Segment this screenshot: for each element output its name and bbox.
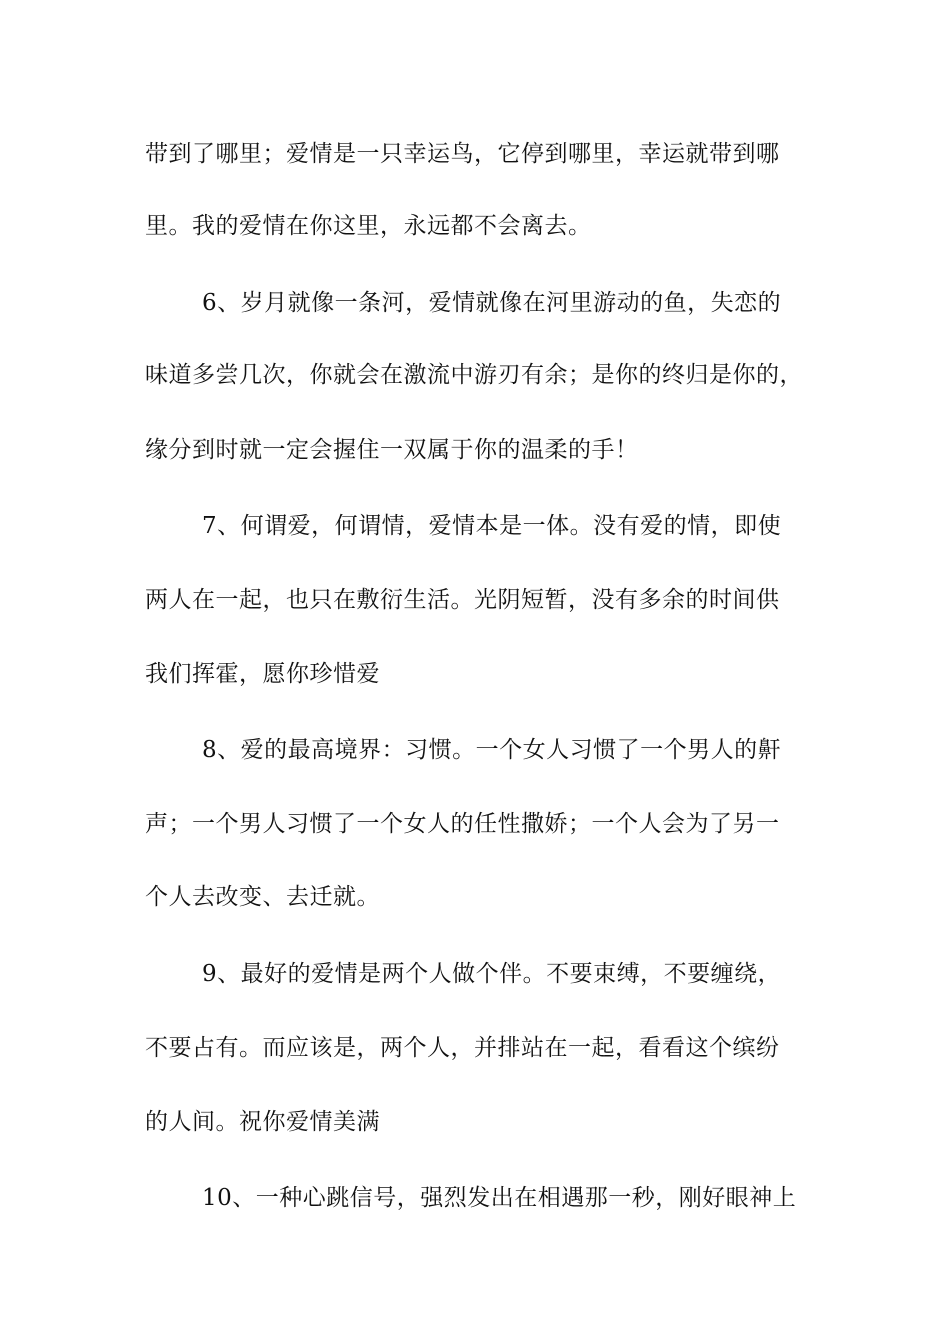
text-line-11: 个人去改变、去迁就。 xyxy=(145,884,380,910)
paragraph-8-start: 8、爱的最高境界：习惯。一个女人习惯了一个男人的鼾 xyxy=(202,737,782,763)
paragraph-10-start: 10、一种心跳信号，强烈发出在相遇那一秒，刚好眼神上 xyxy=(202,1185,797,1211)
paragraph-9-start: 9、最好的爱情是两个人做个伴。不要束缚，不要缠绕， xyxy=(202,961,782,987)
text-line-5: 缘分到时就一定会握住一双属于你的温柔的手！ xyxy=(145,437,639,463)
text-line-10: 声；一个男人习惯了一个女人的任性撒娇；一个人会为了另一 xyxy=(145,811,780,837)
paragraph-7-start: 7、何谓爱，何谓情，爱情本是一体。没有爱的情，即使 xyxy=(202,513,782,539)
text-line-7: 两人在一起，也只在敷衍生活。光阴短暂，没有多余的时间供 xyxy=(145,587,780,613)
text-line-8: 我们挥霍，愿你珍惜爱 xyxy=(145,661,380,687)
text-line-1: 带到了哪里；爱情是一只幸运鸟，它停到哪里，幸运就带到哪 xyxy=(145,141,780,167)
text-line-14: 的人间。祝你爱情美满 xyxy=(145,1109,380,1135)
text-line-4: 味道多尝几次，你就会在激流中游刃有余；是你的终归是你的， xyxy=(145,362,803,388)
text-line-2: 里。我的爱情在你这里，永远都不会离去。 xyxy=(145,213,592,239)
paragraph-6-start: 6、岁月就像一条河，爱情就像在河里游动的鱼，失恋的 xyxy=(202,290,782,316)
text-line-13: 不要占有。而应该是，两个人，并排站在一起，看看这个缤纷 xyxy=(145,1035,780,1061)
